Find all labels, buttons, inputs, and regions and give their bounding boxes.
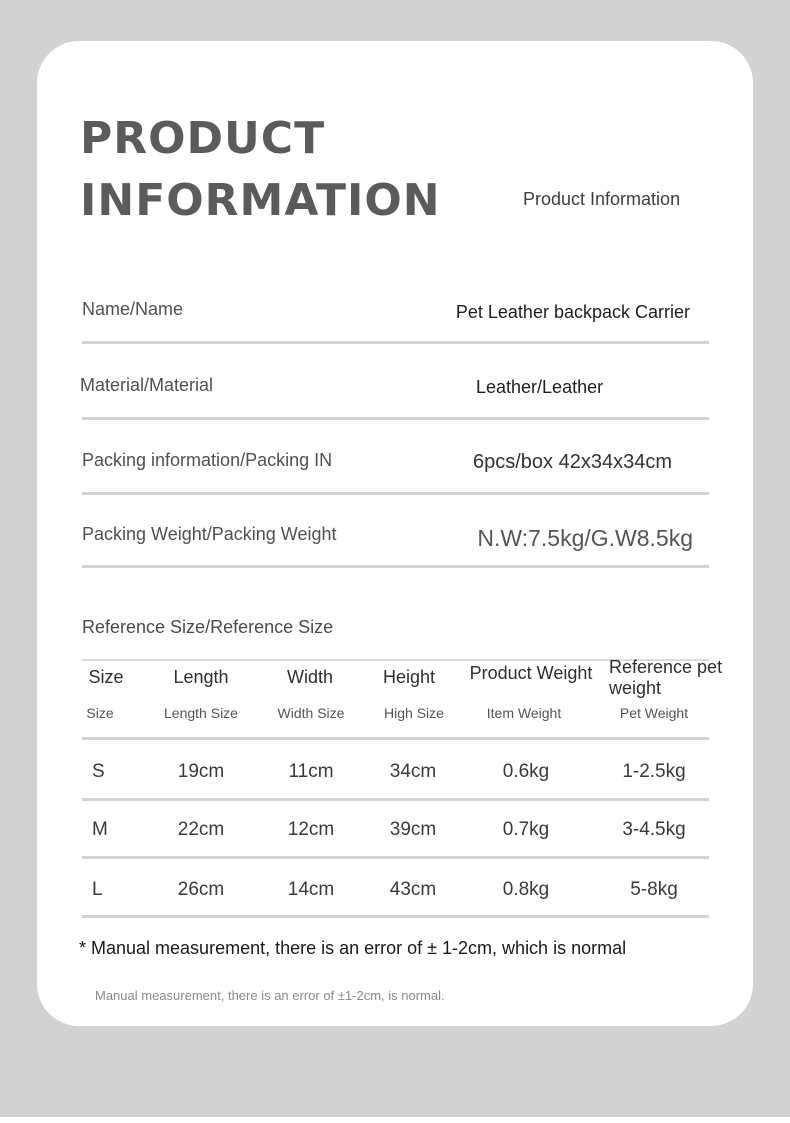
info-value: 6pcs/box 42x34x34cm	[473, 451, 673, 473]
divider	[82, 798, 709, 801]
header-size: Size	[88, 667, 124, 687]
divider	[82, 737, 709, 740]
cell-pet-weight: 3-4.5kg	[622, 819, 686, 840]
divider	[82, 492, 709, 495]
cell-item-weight: 0.8kg	[502, 879, 550, 900]
subheader-pet-weight: Pet Weight	[619, 705, 689, 721]
subheader-item-weight: Item Weight	[486, 705, 562, 721]
divider	[82, 856, 709, 859]
header-product-weight: Product Weight	[469, 663, 593, 683]
cell-width: 14cm	[287, 879, 335, 900]
cell-size: S	[92, 761, 105, 782]
cell-length: 19cm	[177, 761, 225, 782]
cell-width: 12cm	[287, 819, 335, 840]
header-width: Width	[286, 667, 334, 687]
divider	[82, 915, 709, 918]
header-length: Length	[173, 667, 229, 687]
subheader-height: High Size	[384, 705, 444, 721]
info-value: Pet Leather backpack Carrier	[455, 302, 690, 322]
cell-item-weight: 0.7kg	[502, 819, 550, 840]
cell-width: 11cm	[288, 761, 334, 782]
subheader-size: Size	[86, 705, 114, 721]
header-reference-pet-weight: Reference pet weight	[609, 657, 723, 698]
divider	[82, 341, 709, 344]
info-label: Packing information/Packing IN	[82, 450, 333, 470]
measurement-note-sub: Manual measurement, there is an error of ±1-2cm, is normal.	[95, 988, 445, 1003]
bottom-strip	[0, 1117, 790, 1123]
info-value: N.W:7.5kg/G.W8.5kg	[477, 525, 693, 551]
cell-pet-weight: 1-2.5kg	[622, 761, 686, 782]
info-value: Leather/Leather	[476, 377, 604, 397]
cell-size: L	[92, 879, 103, 900]
cell-size: M	[92, 819, 108, 840]
reference-size-label: Reference Size/Reference Size	[82, 617, 334, 637]
info-label: Packing Weight/Packing Weight	[82, 524, 337, 544]
page-title-line-1: PRODUCT	[80, 113, 326, 164]
divider	[82, 565, 709, 568]
cell-length: 26cm	[177, 879, 225, 900]
cell-item-weight: 0.6kg	[502, 761, 550, 782]
cell-length: 22cm	[177, 819, 225, 840]
info-label: Material/Material	[80, 375, 214, 395]
cell-height: 39cm	[389, 819, 437, 840]
measurement-note: * Manual measurement, there is an error of ± 1-2cm, which is normal	[79, 938, 627, 958]
cell-height: 43cm	[389, 879, 437, 900]
page-title-line-2: INFORMATION	[80, 175, 441, 226]
cell-height: 34cm	[389, 761, 437, 782]
product-info-card	[37, 41, 753, 1026]
subheader-length: Length Size	[164, 705, 238, 721]
header-height: Height	[382, 667, 436, 687]
info-label: Name/Name	[82, 299, 184, 319]
divider	[82, 417, 709, 420]
page-subtitle: Product Information	[523, 189, 681, 209]
subheader-width: Width Size	[277, 705, 345, 721]
cell-pet-weight: 5-8kg	[630, 879, 678, 900]
